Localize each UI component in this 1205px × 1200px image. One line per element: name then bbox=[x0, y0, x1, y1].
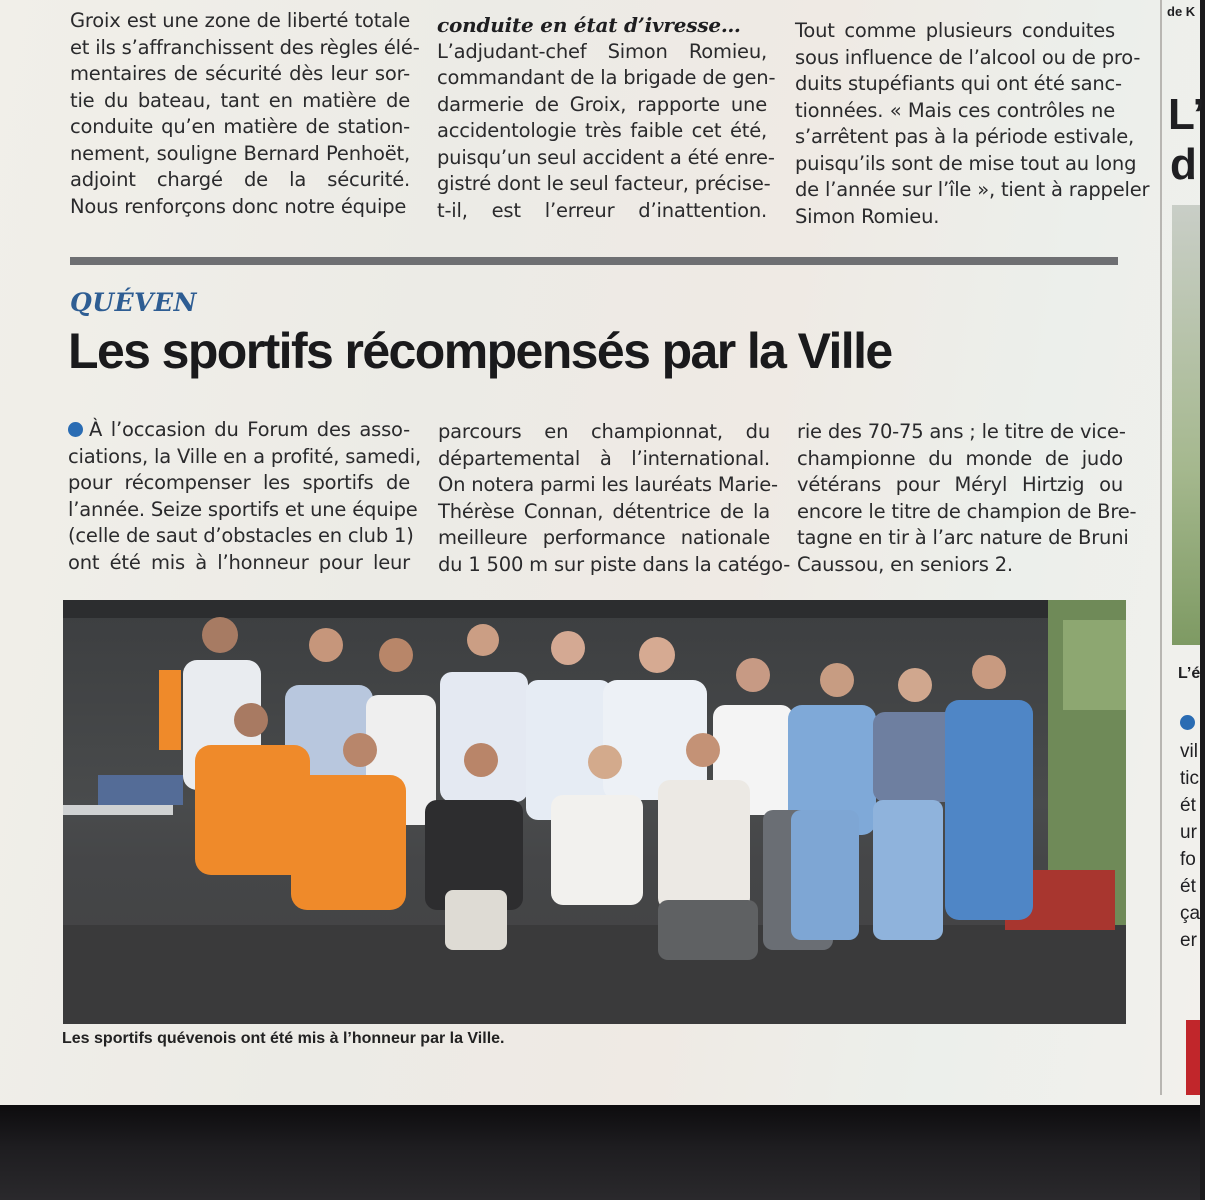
text-line: L’adjudant-chef Simon Romieu, bbox=[437, 39, 767, 63]
prev-article-col1 bbox=[70, 8, 420, 220]
text-fragment: er bbox=[1180, 930, 1197, 951]
text-line: rie des 70-75 ans ; le titre de vice- bbox=[797, 420, 1126, 443]
photo-caption: Les sportifs quévenois ont été mis à l’honneur par la Ville. bbox=[62, 1030, 505, 1047]
text-line: Nous renforçons donc notre équipe bbox=[70, 194, 407, 218]
text-fragment: ça bbox=[1180, 903, 1201, 924]
prev-article-col2 bbox=[437, 12, 776, 224]
text-line: sous influence de l’alcool ou de pro- bbox=[795, 45, 1141, 69]
group-photo-illustration bbox=[63, 600, 1126, 1024]
text-line: parcours en championnat, du bbox=[438, 420, 770, 443]
text-line: championne du monde de judo bbox=[797, 446, 1123, 470]
text-line: ont été mis à l’honneur pour leur bbox=[68, 550, 410, 574]
article-kicker: QUÉVEN bbox=[70, 288, 197, 317]
text-fragment: ét bbox=[1180, 876, 1196, 897]
lead-text: À l’occasion du Forum des asso- bbox=[89, 418, 410, 441]
text-fragment: ur bbox=[1180, 822, 1197, 843]
prev-article-col3 bbox=[795, 18, 1150, 230]
text-fragment: fo bbox=[1180, 849, 1196, 870]
text-line: darmerie de Groix, rapporte une bbox=[437, 92, 767, 116]
right-column-text bbox=[1180, 715, 1200, 954]
section-divider bbox=[70, 257, 1118, 265]
text-line: Simon Romieu. bbox=[795, 204, 940, 228]
article-col2 bbox=[438, 419, 791, 578]
column-divider bbox=[1160, 0, 1162, 1095]
text-line: l’année. Seize sportifs et une équipe bbox=[68, 497, 418, 521]
text-line: nement, souligne Bernard Penhoët, bbox=[70, 141, 410, 165]
text-line bbox=[68, 417, 410, 444]
text-line: Caussou, en seniors 2. bbox=[797, 552, 1013, 576]
bullet-icon bbox=[1180, 715, 1195, 730]
article-col3 bbox=[797, 419, 1137, 578]
text-line: meilleure performance nationale bbox=[438, 526, 770, 549]
subhead: conduite en état d’ivresse… bbox=[437, 13, 741, 37]
red-ad-block bbox=[1186, 1020, 1200, 1095]
text-line: On notera parmi les lauréats Marie- bbox=[438, 473, 778, 496]
right-column-photo bbox=[1172, 205, 1200, 645]
text-fragment: ét bbox=[1180, 795, 1196, 816]
text-line: ciations, la Ville en a profité, samedi, bbox=[68, 444, 421, 468]
text-line: (celle de saut d’obstacles en club 1) bbox=[68, 524, 414, 547]
article-headline: Les sportifs récompensés par la Ville bbox=[68, 323, 892, 379]
text-line: t-il, est l’erreur d’inattention. bbox=[437, 198, 767, 222]
article-col1 bbox=[68, 417, 421, 576]
text-fragment: tic bbox=[1180, 768, 1199, 789]
text-line: pour récompenser les sportifs de bbox=[68, 471, 410, 494]
text-line: accidentologie très faible cet été, bbox=[437, 119, 767, 142]
text-line: tie du bateau, tant en matière de bbox=[70, 88, 410, 112]
right-column-top: de K bbox=[1167, 4, 1196, 19]
bullet-icon bbox=[68, 422, 83, 437]
group-photo bbox=[63, 600, 1126, 1024]
text-line: duits stupéfiants qui ont été sanc- bbox=[795, 72, 1122, 95]
text-fragment: vil bbox=[1180, 741, 1198, 762]
text-line: tagne en tir à l’arc nature de Bruni bbox=[797, 526, 1129, 549]
right-column-caption: L’é bbox=[1178, 665, 1201, 682]
text-line: commandant de la brigade de gen- bbox=[437, 66, 776, 89]
text-line: mentaires de sécurité dès leur sor- bbox=[70, 62, 410, 85]
monitor-bezel bbox=[0, 1105, 1200, 1200]
text-line: gistré dont le seul facteur, précise- bbox=[437, 172, 771, 195]
text-line: adjoint chargé de la sécurité. bbox=[70, 168, 410, 191]
text-line: puisqu’ils sont de mise tout au long bbox=[795, 151, 1137, 175]
text-line: puisqu’un seul accident a été enre- bbox=[437, 145, 775, 169]
text-line: et ils s’affranchissent des règles élé- bbox=[70, 35, 420, 59]
text-line: encore le titre de champion de Bre- bbox=[797, 499, 1137, 523]
text-line: de l’année sur l’île », tient à rappeler bbox=[795, 178, 1150, 201]
right-column-headline-b: d bbox=[1170, 140, 1197, 189]
right-column-headline-a: L’ bbox=[1168, 90, 1205, 139]
text-line: vétérans pour Méryl Hirtzig ou bbox=[797, 473, 1123, 496]
text-line: départemental à l’international. bbox=[438, 446, 770, 470]
text-line: Tout comme plusieurs conduites bbox=[795, 19, 1115, 42]
text-line: s’arrêtent pas à la période estivale, bbox=[795, 125, 1135, 148]
text-line: Groix est une zone de liberté totale bbox=[70, 9, 410, 32]
text-line: du 1 500 m sur piste dans la catégo- bbox=[438, 552, 791, 576]
text-line: tionnées. « Mais ces contrôles ne bbox=[795, 98, 1115, 122]
text-line: Thérèse Connan, détentrice de la bbox=[438, 499, 770, 523]
text-line: conduite qu’en matière de station- bbox=[70, 115, 410, 138]
